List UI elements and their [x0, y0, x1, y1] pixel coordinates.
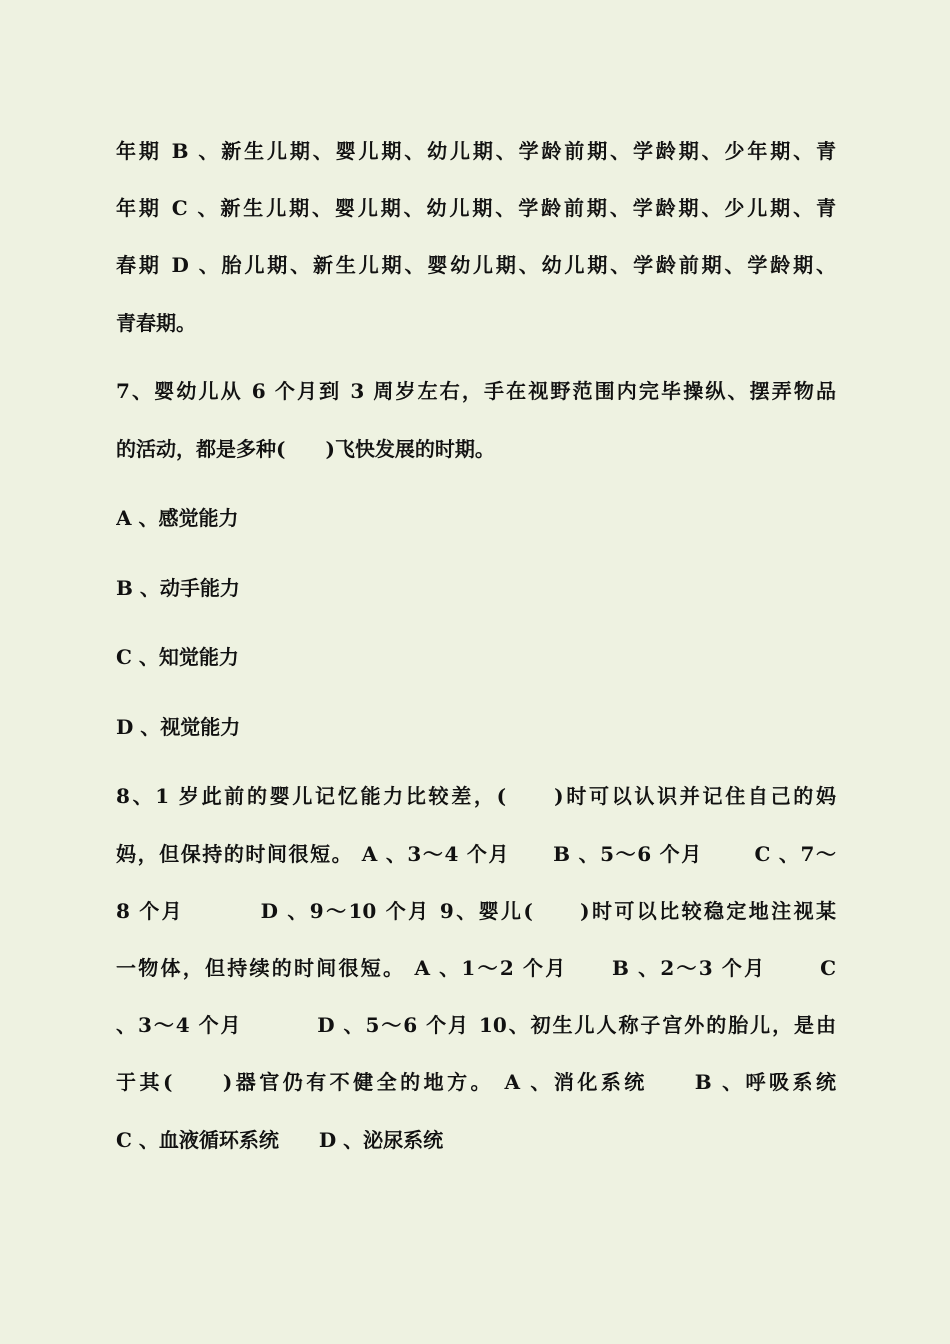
question-7-line: 的活动，都是多种( )飞快发展的时期。: [116, 437, 495, 461]
question-9-line: 8 个月 D 、9～10 个月 9、婴儿( )时可以比较稳定地注视某: [116, 899, 836, 923]
question-10-line: 于其( )器官仍有不健全的地方。 A 、消化系统 B 、呼吸系统: [116, 1070, 836, 1094]
text-line: 年期 B 、新生儿期、婴儿期、幼儿期、学龄前期、学龄期、少年期、青: [116, 139, 836, 163]
question-7-line: 7、婴幼儿从 6 个月到 3 周岁左右，手在视野范围内完毕操纵、摆弄物品: [116, 379, 836, 403]
question-8-line: 8、1 岁此前的婴儿记忆能力比较差，( )时可以认识并记住自己的妈: [116, 784, 836, 808]
question-10-line: C 、血液循环系统 D 、泌尿系统: [116, 1128, 444, 1152]
option-b: B 、动手能力: [116, 576, 240, 600]
text-line: 年期 C 、新生儿期、婴儿期、幼儿期、学龄前期、学龄期、少儿期、青: [116, 196, 836, 220]
text-line: 青春期。: [116, 311, 196, 335]
question-10-line: 、3～4 个月 D 、5～6 个月 10、初生儿人称子宫外的胎儿，是由: [116, 1013, 836, 1037]
option-c: C 、知觉能力: [116, 645, 239, 669]
question-8-line: 妈，但保持的时间很短。 A 、3～4 个月 B 、5～6 个月 C 、7～: [116, 842, 836, 866]
option-a: A 、感觉能力: [116, 506, 239, 530]
text-line: 春期 D 、胎儿期、新生儿期、婴幼儿期、幼儿期、学龄前期、学龄期、: [116, 253, 836, 277]
question-9-line: 一物体，但持续的时间很短。 A 、1～2 个月 B 、2～3 个月 C: [116, 956, 836, 980]
option-d: D 、视觉能力: [116, 715, 241, 739]
